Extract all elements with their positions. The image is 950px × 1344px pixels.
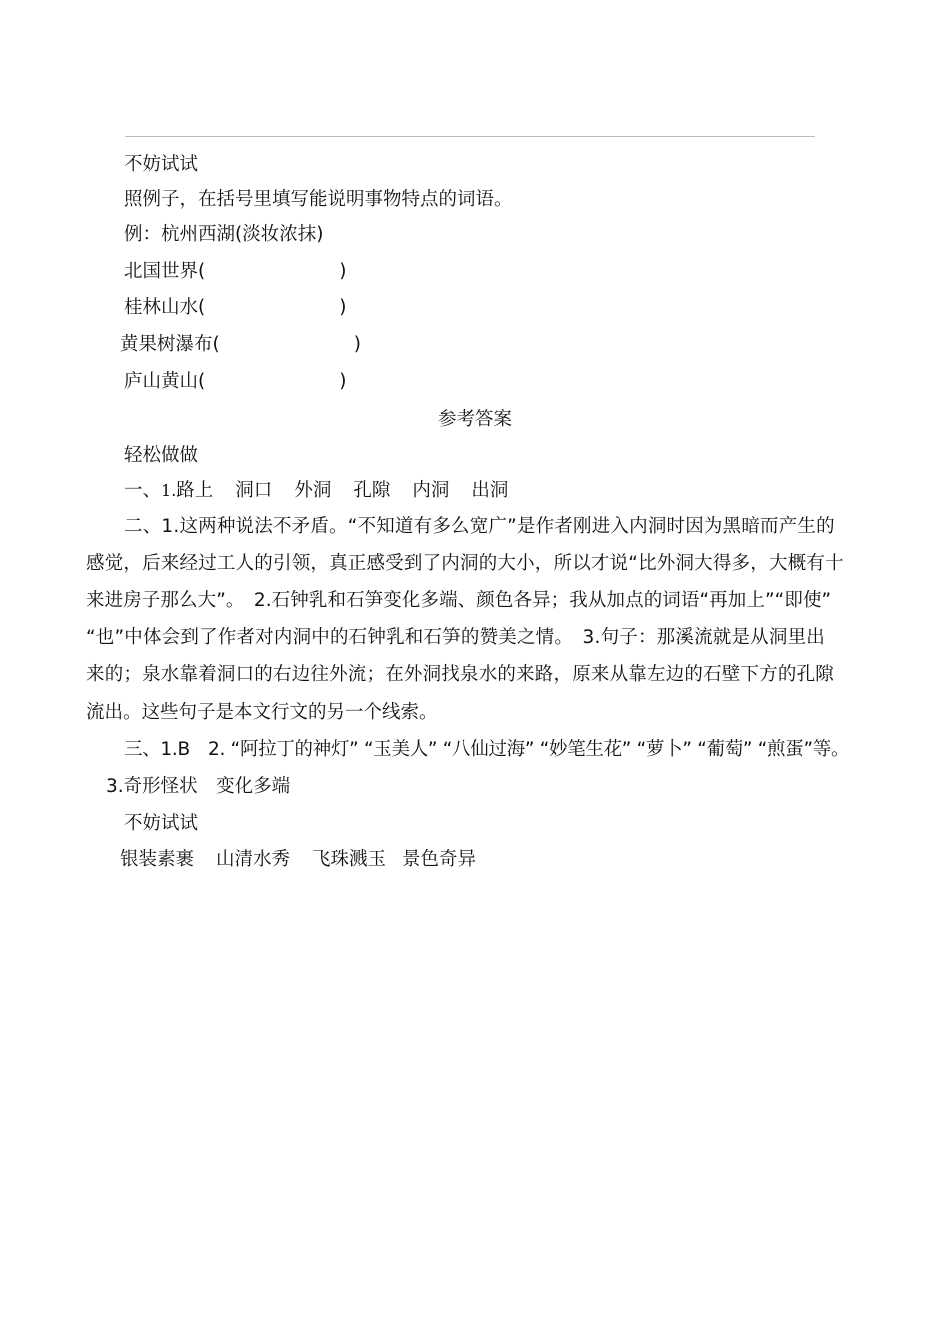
answer-word: 山清水秀 — [216, 849, 291, 870]
fill-item-4 — [124, 370, 346, 394]
example-prefix: 例： — [124, 224, 162, 245]
try-section-title: 不妨试试 — [124, 813, 199, 834]
answer-word: 外洞 — [294, 480, 332, 501]
answers-title: 参考答案 — [437, 409, 512, 430]
answer-part-3-line-2: 3.奇形怪状 变化多端 — [106, 776, 291, 797]
fill-item-3 — [120, 333, 361, 357]
answer-word: 路上 — [176, 480, 214, 501]
fill-item-label: 北国世界 — [124, 261, 199, 282]
fill-item-open-paren: ( — [212, 334, 220, 355]
answer-part-2-line-2: 感觉，后来经过工人的引领，真正感受到了内洞的大小，所以才说“比外洞大得多，大概有十 — [86, 553, 844, 574]
fill-item-close-paren: ) — [339, 297, 347, 318]
answer-word: 出洞 — [471, 480, 509, 501]
answer-word: 景色奇异 — [402, 849, 477, 870]
practice-instruction: 照例子，在括号里填写能说明事物特点的词语。 — [124, 189, 513, 210]
example-subject: 杭州西湖 — [161, 224, 236, 245]
try-answer-words — [120, 848, 476, 872]
practice-title: 不妨试试 — [124, 154, 199, 175]
practice-example — [124, 223, 323, 247]
answer-part-2-line-3: 来进房子那么大”。 2.石钟乳和石笋变化多端、颜色各异；我从加点的词语“再加上”“即使” — [86, 590, 832, 611]
answer-word: 银装素裹 — [120, 849, 195, 870]
part1-prefix: 一、 — [124, 480, 162, 501]
answer-word: 洞口 — [235, 480, 273, 501]
fill-item-2 — [124, 296, 346, 320]
answer-part-2-line-5: 来的；泉水靠着洞口的右边往外流；在外洞找泉水的来路，原来从靠左边的石壁下方的孔隙 — [86, 664, 835, 685]
answer-word: 孔隙 — [353, 480, 391, 501]
fill-item-1 — [124, 260, 346, 284]
answer-part-1 — [124, 479, 508, 503]
answer-part-2-line-1: 二、1.这两种说法不矛盾。“不知道有多么宽广”是作者刚进入内洞时因为黑暗而产生的 — [124, 516, 835, 537]
fill-item-open-paren: ( — [198, 371, 206, 392]
answer-part-3-line-1: 三、1.B 2. “阿拉丁的神灯” “玉美人” “八仙过海” “妙笔生花” “萝卜” “葡萄” “煎蛋”等。 — [124, 739, 850, 760]
fill-item-close-paren: ) — [339, 261, 347, 282]
part1-number: 1. — [161, 481, 177, 500]
example-answer: (淡妆浓抹) — [235, 224, 324, 245]
fill-item-label: 黄果树瀑布 — [120, 334, 213, 355]
fill-item-label: 庐山黄山 — [124, 371, 199, 392]
fill-item-close-paren: ) — [339, 371, 347, 392]
fill-item-close-paren: ) — [353, 334, 361, 355]
fill-item-label: 桂林山水 — [124, 297, 199, 318]
answer-part-2-line-4: “也”中体会到了作者对内洞中的石钟乳和石笋的赞美之情。 3.句子：那溪流就是从洞里出 — [86, 627, 825, 648]
header-divider — [125, 136, 815, 137]
answer-word: 飞珠溅玉 — [312, 849, 387, 870]
answer-part-2-line-6: 流出。这些句子是本文行文的另一个线索。 — [86, 702, 438, 723]
fill-item-open-paren: ( — [198, 297, 206, 318]
easy-section-title: 轻松做做 — [124, 445, 199, 466]
answer-word: 内洞 — [412, 480, 450, 501]
fill-item-open-paren: ( — [198, 261, 206, 282]
